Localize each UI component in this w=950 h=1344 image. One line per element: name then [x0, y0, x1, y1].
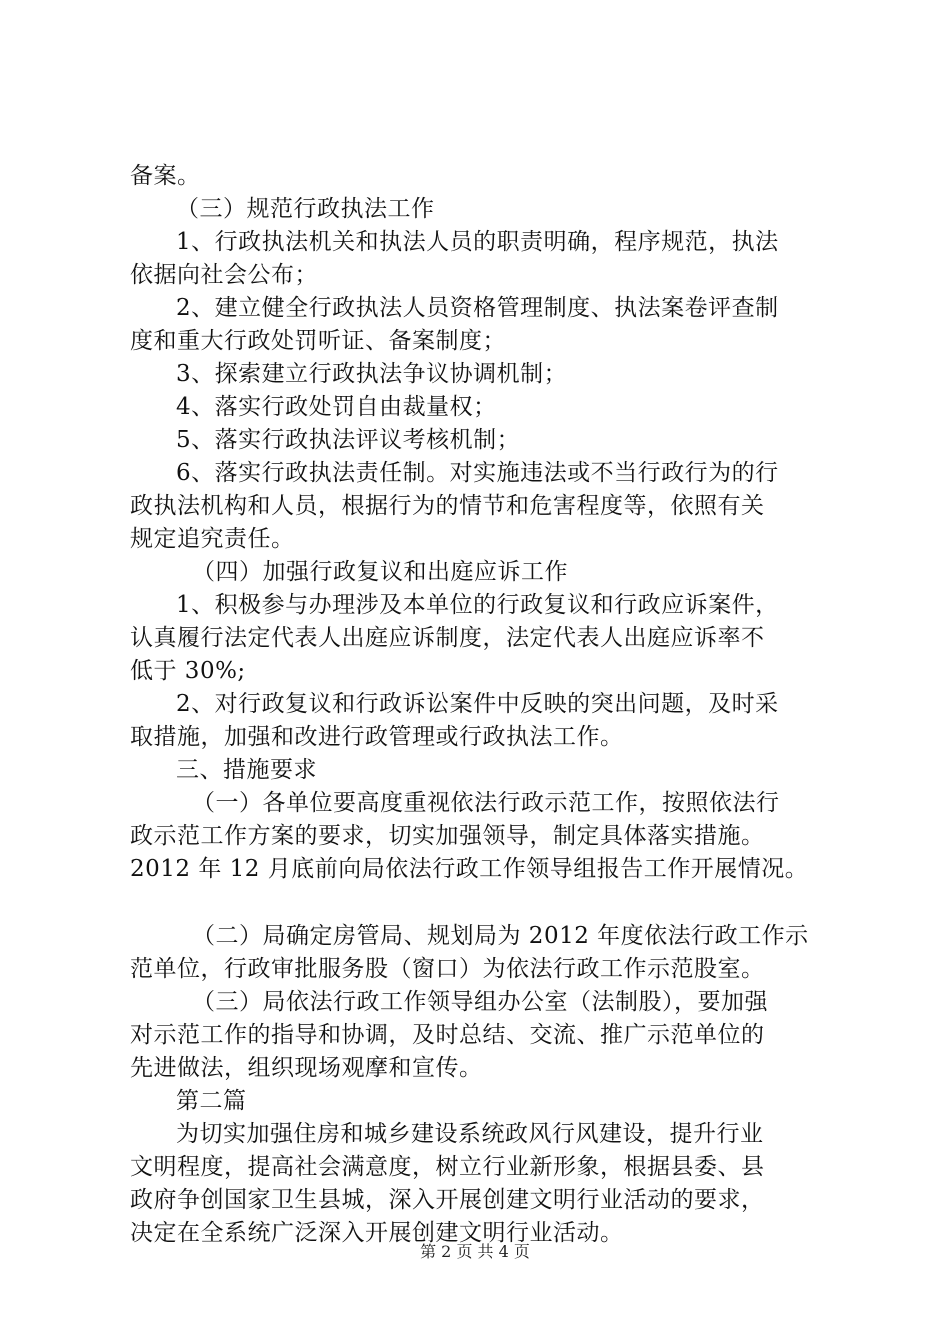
- text-line: 政执法机构和人员，根据行为的情节和危害程度等，依照有关: [130, 493, 765, 519]
- text-line: 1、行政执法机关和执法人员的职责明确，程序规范，执法: [176, 229, 779, 255]
- text-line: 取措施，加强和改进行政管理或行政执法工作。: [130, 724, 624, 750]
- text-line: 对示范工作的指导和协调，及时总结、交流、推广示范单位的: [130, 1022, 765, 1048]
- section-heading: 三、措施要求: [176, 757, 317, 783]
- text-line: 2012 年 12 月底前向局依法行政工作领导组报告工作开展情况。: [130, 856, 809, 882]
- text-line: （一）各单位要高度重视依法行政示范工作，按照依法行: [192, 790, 780, 816]
- text-line: 认真履行法定代表人出庭应诉制度，法定代表人出庭应诉率不: [130, 625, 765, 651]
- text-line: 政府争创国家卫生县城，深入开展创建文明行业活动的要求，: [130, 1187, 765, 1213]
- text-line: 决定在全系统广泛深入开展创建文明行业活动。: [130, 1220, 624, 1246]
- section-heading: 第二篇: [176, 1088, 247, 1114]
- text-line: 1、积极参与办理涉及本单位的行政复议和行政应诉案件，: [176, 592, 779, 618]
- text-line: 低于 30%;: [130, 658, 246, 684]
- text-line: 4、落实行政处罚自由裁量权；: [176, 394, 497, 420]
- text-line: 5、落实行政执法评议考核机制；: [176, 427, 521, 453]
- text-line: 2、对行政复议和行政诉讼案件中反映的突出问题，及时采: [176, 691, 779, 717]
- text-line: 6、落实行政执法责任制。对实施违法或不当行政行为的行: [176, 460, 779, 486]
- text-line: 范单位，行政审批服务股（窗口）为依法行政工作示范股室。: [130, 956, 765, 982]
- section-heading: （三）规范行政执法工作: [176, 196, 435, 222]
- text-line: （三）局依法行政工作领导组办公室（法制股），要加强: [192, 989, 768, 1015]
- document-body: [130, 160, 830, 1250]
- text-line: 3、探索建立行政执法争议协调机制；: [176, 361, 568, 387]
- text-line: 政示范工作方案的要求，切实加强领导，制定具体落实措施。: [130, 823, 765, 849]
- text-line: 为切实加强住房和城乡建设系统政风行风建设，提升行业: [176, 1121, 764, 1147]
- text-line: （二）局确定房管局、规划局为 2012 年度依法行政工作示: [192, 923, 809, 949]
- text-line: 度和重大行政处罚听证、备案制度；: [130, 328, 506, 354]
- text-line: 2、建立健全行政执法人员资格管理制度、执法案卷评查制: [176, 295, 779, 321]
- page-number-footer: 第 2 页 共 4 页: [420, 1242, 530, 1261]
- paragraph-gap: [130, 886, 830, 920]
- text-line: 依据向社会公布；: [130, 262, 318, 288]
- text-line: 备案。: [130, 163, 201, 189]
- section-heading: （四）加强行政复议和出庭应诉工作: [192, 559, 568, 585]
- text-line: 文明程度，提高社会满意度，树立行业新形象，根据县委、县: [130, 1154, 765, 1180]
- text-line: 规定追究责任。: [130, 526, 295, 552]
- text-line: 先进做法，组织现场观摩和宣传。: [130, 1055, 483, 1081]
